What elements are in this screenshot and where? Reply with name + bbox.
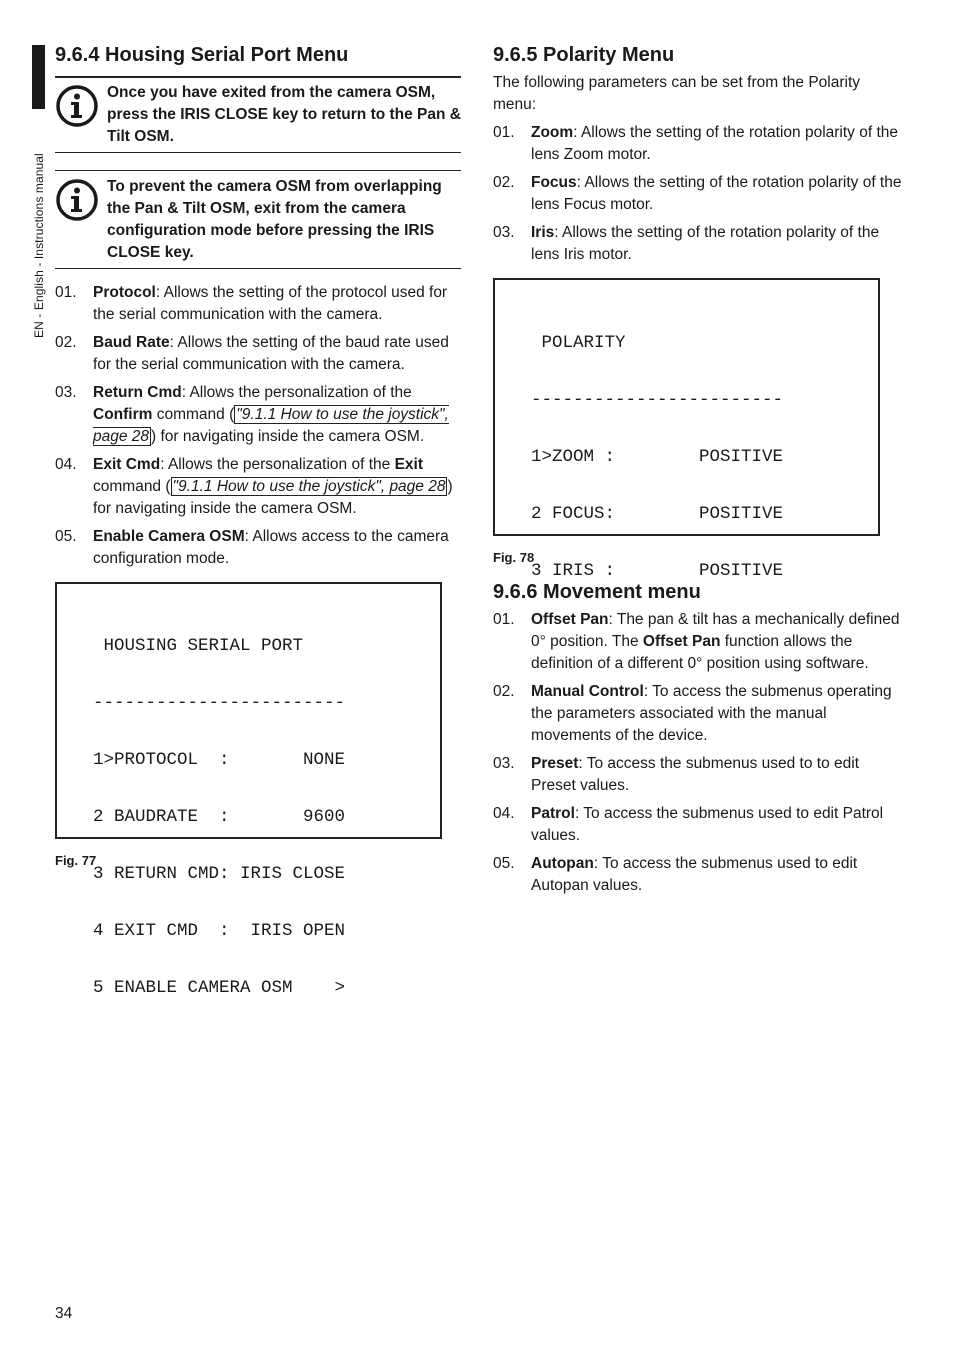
figure-caption: Fig. 77: [55, 853, 97, 868]
item-number: 01.: [493, 124, 515, 141]
list-item: [493, 172, 903, 216]
housing-serial-port-list: [55, 282, 461, 570]
list-item: [493, 753, 903, 797]
item-text: : To access the submenus used to edit Autopan values.: [531, 855, 858, 894]
item-term: Preset: [531, 755, 579, 772]
polarity-list: [493, 122, 903, 266]
item-number: 05.: [493, 855, 515, 872]
item-text: : Allows the setting of the rotation polarity of the lens Iris motor.: [531, 224, 880, 263]
item-number: 01.: [493, 611, 515, 628]
item-text: : Allows the setting of the rotation polarity of the lens Focus motor.: [531, 174, 902, 213]
movement-list: [493, 609, 903, 897]
osm-line: 1>PROTOCOL : NONE: [93, 750, 346, 770]
item-number: 04.: [493, 805, 515, 822]
item-number: 03.: [493, 755, 515, 772]
item-term-secondary: Exit: [394, 456, 423, 473]
item-number: 02.: [493, 174, 515, 191]
item-text: command (: [93, 478, 171, 495]
info-note: [55, 76, 461, 153]
item-term: Iris: [531, 224, 555, 241]
list-item: [493, 122, 903, 166]
list-item: [55, 332, 461, 376]
item-text: : To access the submenus used to to edit Preset values.: [531, 755, 860, 794]
note-text: To prevent the camera OSM from overlapping the Pan & Tilt OSM, exit from the camera configuration mode before pressing the IRIS CLOSE key.: [107, 178, 442, 261]
right-column: [493, 42, 903, 903]
info-note: [55, 170, 461, 269]
cross-reference-link[interactable]: "9.1.1 How to use the joystick", page 28: [172, 478, 446, 495]
item-term: Protocol: [93, 284, 156, 301]
left-column: [55, 42, 461, 998]
osm-line: 5 ENABLE CAMERA OSM >: [93, 978, 346, 998]
osm-line: 1>ZOOM : POSITIVE: [531, 447, 784, 467]
item-number: 05.: [55, 528, 77, 545]
osm-line: HOUSING SERIAL PORT: [93, 636, 304, 656]
item-number: 02.: [55, 334, 77, 351]
item-text: : Allows the personalization of the: [181, 384, 412, 401]
side-label: EN - English - Instructions manual: [32, 153, 46, 338]
item-text: ) for navigating inside the camera OSM.: [93, 478, 453, 517]
item-number: 04.: [55, 456, 77, 473]
list-item: [55, 454, 461, 520]
info-icon: [55, 84, 99, 128]
list-item: [55, 526, 461, 570]
osm-line: 3 IRIS : POSITIVE: [531, 561, 784, 581]
item-term: Baud Rate: [93, 334, 170, 351]
item-text: : To access the submenus used to edit Patrol values.: [531, 805, 884, 844]
osm-line: POLARITY: [531, 333, 626, 353]
figure-caption: Fig. 78: [493, 550, 535, 565]
section-heading-movement: 9.6.6 Movement menu: [493, 581, 701, 603]
osm-line: ------------------------: [93, 693, 346, 713]
list-item: [493, 222, 903, 266]
osm-line: 4 EXIT CMD : IRIS OPEN: [93, 921, 346, 941]
note-text: Once you have exited from the camera OSM, press the IRIS CLOSE key to return to the Pan & Tilt OSM.: [107, 84, 461, 145]
item-number: 03.: [493, 224, 515, 241]
item-text: : Allows the setting of the baud rate used for the serial communication with the camera.: [93, 334, 449, 373]
cross-reference-link[interactable]: "9.1.1 How to use the joystick", page 28: [93, 406, 449, 445]
osm-line: 2 BAUDRATE : 9600: [93, 807, 346, 827]
item-term: Zoom: [531, 124, 574, 141]
list-item: [493, 803, 903, 847]
list-item: [55, 282, 461, 326]
section-heading-housing-serial-port: 9.6.4 Housing Serial Port Menu: [55, 44, 349, 66]
item-term-secondary: Offset Pan: [642, 633, 721, 650]
item-term: Autopan: [531, 855, 594, 872]
item-text: : Allows the personalization of the: [160, 456, 395, 473]
item-term: Focus: [531, 174, 577, 191]
polarity-intro: The following parameters can be set from the Polarity menu:: [493, 74, 861, 113]
item-text: : Allows the setting of the protocol used for the serial communication with the camera.: [93, 284, 448, 323]
item-term: Enable Camera OSM: [93, 528, 245, 545]
item-text: ) for navigating inside the camera OSM.: [151, 428, 425, 445]
item-text: : Allows the setting of the rotation polarity of the lens Zoom motor.: [531, 124, 899, 163]
item-text: : The pan & tilt has a mechanically defined 0° position. The: [531, 611, 900, 650]
list-item: [493, 853, 903, 897]
info-icon: [55, 178, 99, 222]
osm-line: ------------------------: [531, 390, 784, 410]
item-term: Return Cmd: [93, 384, 182, 401]
item-term: Patrol: [531, 805, 575, 822]
item-number: 02.: [493, 683, 515, 700]
item-text: command (: [152, 406, 235, 423]
list-item: [55, 382, 461, 448]
item-term: Offset Pan: [531, 611, 609, 628]
osm-line: 2 FOCUS: POSITIVE: [531, 504, 784, 524]
item-text: : Allows access to the camera configuration mode.: [93, 528, 449, 567]
item-term: Manual Control: [531, 683, 644, 700]
item-text: function allows the definition of a different 0° position using software.: [531, 633, 869, 672]
section-heading-polarity: 9.6.5 Polarity Menu: [493, 44, 675, 66]
item-term: Exit Cmd: [93, 456, 161, 473]
page-number: 34: [55, 1305, 73, 1322]
item-number: 01.: [55, 284, 77, 301]
item-term-secondary: Confirm: [93, 406, 153, 423]
list-item: [493, 681, 903, 747]
item-number: 03.: [55, 384, 77, 401]
item-text: : To access the submenus operating the parameters associated with the manual movements of the device.: [531, 683, 892, 744]
osm-line: 3 RETURN CMD: IRIS CLOSE: [93, 864, 346, 884]
